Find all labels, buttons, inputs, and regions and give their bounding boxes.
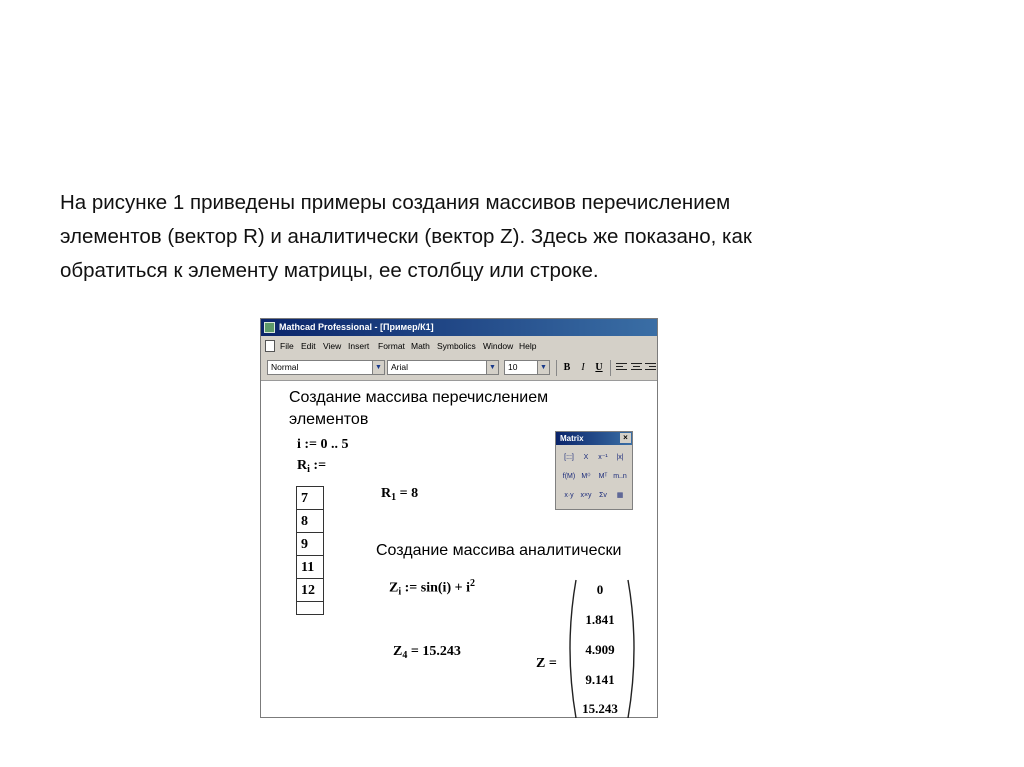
menu-format[interactable]: Format [378, 341, 405, 351]
mathcad-app-icon [264, 322, 275, 333]
subscript-icon[interactable]: X [583, 454, 589, 461]
menu-symbolics[interactable]: Symbolics [437, 341, 476, 351]
z-def-name: Z [389, 580, 399, 596]
z-vector-value: 4.909 [585, 642, 615, 657]
r-def-sub: i [307, 464, 310, 475]
window-title: Mathcad Professional - [Пример/К1] [279, 322, 434, 332]
toolbar-separator [610, 360, 611, 376]
r-definition[interactable] [297, 458, 326, 475]
chevron-down-icon[interactable]: ▼ [486, 361, 498, 374]
z-vector-value: 1.841 [585, 612, 615, 627]
toolbar-separator [556, 360, 557, 376]
title-bar[interactable] [261, 319, 657, 336]
z-def-sup: 2 [469, 578, 475, 589]
r-def-name: R [297, 458, 308, 473]
z4-evaluation[interactable] [393, 644, 461, 661]
r-vector-cell[interactable]: 9 [297, 533, 323, 556]
font-size-select[interactable] [504, 360, 550, 375]
z-vector-values[interactable] [570, 582, 630, 716]
z4-sub: 4 [402, 650, 408, 661]
transpose-icon[interactable]: Mᵀ [598, 473, 608, 480]
r-vector-cell[interactable]: 8 [297, 510, 323, 533]
r1-name: R [381, 486, 392, 501]
z-definition[interactable] [389, 578, 475, 598]
menu-window[interactable]: Window [483, 341, 514, 351]
r-vector-empty-cell[interactable] [297, 602, 323, 615]
menu-file[interactable]: File [280, 341, 294, 351]
matrix-palette-buttons [561, 450, 629, 506]
matrix-palette-title-bar[interactable] [556, 432, 632, 445]
column-icon[interactable]: M⁽⁾ [581, 473, 591, 480]
align-left-icon[interactable] [616, 361, 627, 373]
chevron-down-icon[interactable]: ▼ [537, 361, 549, 374]
r-def-op: := [309, 458, 327, 473]
menu-bar [261, 336, 657, 356]
matrix-palette [555, 431, 633, 510]
z-vector-value: 9.141 [585, 672, 615, 687]
style-select-value: Normal [271, 362, 299, 372]
r-vector-cell[interactable]: 12 [297, 579, 323, 602]
font-select-value: Arial [391, 362, 409, 372]
inverse-icon[interactable]: x⁻¹ [598, 454, 608, 461]
range-variable-icon[interactable]: m..n [613, 473, 627, 480]
dot-product-icon[interactable]: x·y [564, 492, 574, 499]
z-def-expr: := sin(i) + i [401, 580, 470, 596]
menu-insert[interactable]: Insert [348, 341, 370, 351]
align-right-icon[interactable] [645, 361, 656, 373]
slide-line-3: обратиться к элементу матрицы, ее столбцу или строке. [60, 259, 599, 282]
r-vector-input[interactable] [296, 486, 324, 615]
document-icon[interactable] [265, 340, 275, 352]
vector-sum-icon[interactable]: Σv [599, 492, 607, 499]
z-vector-label: Z = [536, 656, 557, 671]
r-vector-cell[interactable]: 11 [297, 556, 323, 579]
r1-result: = 8 [396, 486, 419, 501]
font-size-select-value: 10 [508, 362, 518, 372]
slide-line-1: На рисунке 1 приведены примеры создания массивов перечислением [60, 191, 731, 214]
align-center-icon[interactable] [631, 361, 642, 373]
slide-paragraph [60, 186, 960, 288]
range-definition[interactable]: i := 0 .. 5 [297, 437, 349, 452]
z4-result: = 15.243 [407, 644, 461, 659]
heading-enumeration-line-2: элементов [289, 411, 369, 428]
bold-button[interactable]: B [563, 362, 571, 373]
close-icon[interactable]: × [620, 433, 631, 443]
vectorize-icon[interactable]: f(M) [562, 473, 576, 480]
r-vector-cell[interactable]: 7 [297, 487, 323, 510]
style-select[interactable] [267, 360, 385, 375]
z-vector-value: 0 [596, 582, 604, 597]
heading-enumeration-line-1: Создание массива перечислением [289, 389, 549, 406]
chevron-down-icon[interactable]: ▼ [372, 361, 384, 374]
italic-button[interactable]: I [581, 362, 585, 373]
underline-button[interactable]: U [595, 362, 603, 373]
insert-matrix-icon[interactable]: [:::] [564, 454, 574, 461]
z-vector-value: 15.243 [582, 701, 618, 716]
slide-line-2: элементов (вектор R) и аналитически (вектор Z). Здесь же показано, как [60, 225, 752, 248]
menu-view[interactable]: View [323, 341, 342, 351]
r1-sub: 1 [391, 492, 397, 503]
font-select[interactable] [387, 360, 499, 375]
menu-edit[interactable]: Edit [301, 341, 316, 351]
picture-icon[interactable]: ▦ [616, 492, 624, 499]
z-def-sub: i [398, 586, 402, 598]
cross-product-icon[interactable]: x×y [580, 492, 592, 499]
menu-help[interactable]: Help [519, 341, 537, 351]
matrix-palette-title: Matrix [560, 434, 584, 443]
r1-evaluation[interactable] [381, 486, 418, 503]
determinant-icon[interactable]: |x| [616, 454, 624, 461]
menu-math[interactable]: Math [411, 341, 430, 351]
heading-analytic: Создание массива аналитически [376, 542, 622, 559]
format-toolbar [261, 356, 657, 381]
z4-name: Z [393, 644, 403, 659]
